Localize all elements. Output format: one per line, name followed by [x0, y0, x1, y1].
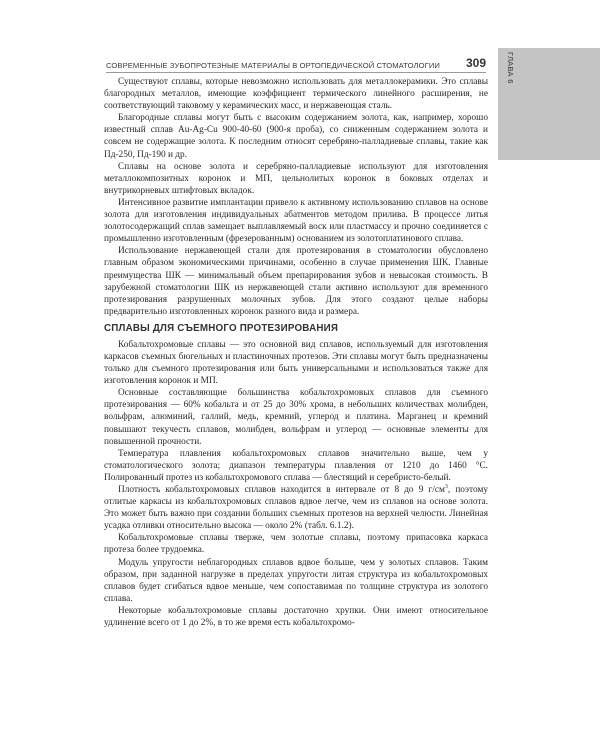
page-body: [104, 76, 488, 629]
chapter-tab: [498, 48, 600, 160]
paragraph: Сплавы на основе золота и серебряно-палладиевые используют для изготовления металлокомпозитных коронок и МП, цельнолитых коронок в боковых отделах и внутрикорневых штифтовых вкладок.: [104, 161, 488, 196]
section-heading: СПЛАВЫ ДЛЯ СЪЕМНОГО ПРОТЕЗИРОВАНИЯ: [104, 322, 339, 334]
page-number: 309: [465, 56, 486, 70]
paragraph: Модуль упругости неблагородных сплавов вдвое больше, чем у золотых сплавов. Таким образом, при заданной нагрузке в пределах упругости литая структура из кобальтохромовых сплавов будет сгибаться вдвое меньше, чем сопоставимая по толщине структура из золотого сплава.: [104, 557, 488, 604]
paragraph: Кобальтохромовые сплавы тверже, чем золотые сплавы, поэтому припасовка каркаса протеза более трудоемка.: [104, 533, 488, 556]
running-head: СОВРЕМЕННЫЕ ЗУБОПРОТЕЗНЫЕ МАТЕРИАЛЫ В ОРТОПЕДИЧЕСКОЙ СТОМАТОЛОГИИ: [106, 61, 440, 70]
density-text: Плотность кобальтохромовых сплавов находится в интервале от 8 до 9 г/см: [118, 485, 445, 495]
paragraph: Основные составляющие большинства кобальтохромовых сплавов для съемного протезирования — 60% кобальта и от 25 до 30% хрома, в небольших количествах молибден, вольфрам, алюминий, галлий, медь, кремний, углерод и платина. Марганец и кремний повышают текучесть сплавов, молибден, вольфрам и углерод — основные элементы для повышенной прочности.: [104, 388, 488, 447]
paragraph: Благородные сплавы могут быть с высоким содержанием золота, как, например, хорошо известный сплав Au-Ag-Cu 900-40-60 (900-я проба), со сниженным содержанием золота и совсем не содержащие золота. К последним относят серебряно-палладиевые сплавы, такие как Пд-250, Пд-190 и др.: [104, 113, 488, 160]
chapter-tab-label: ГЛАВА 6: [506, 52, 515, 84]
paragraph: Интенсивное развитие имплантации привело к активному использованию сплавов на основе золота для изготовления индивидуальных абатментов методом прилива. В процессе литья золотосодержащий сплав замещает выплавляемый воск или пластмассу и прочно соединяется с промышленно изготовленным (фрезерованным) основанием из золотоплатинового сплава.: [104, 197, 488, 245]
density-paragraph: [104, 484, 488, 532]
paragraph: Кобальтохромовые сплавы — это основной вид сплавов, используемый для изготовления каркасов съемных бюгельных и пластиночных протезов. Эти сплавы могут быть предназначены только для съемного протезирования или быть универсальными и использоваться также для изготовления коронок и МП.: [104, 339, 488, 387]
density-text-cont: , поэтому отлитые каркасы из кобальтохромовых сплавов вдвое легче, чем из сплавов на основе золота. Это может быть важно при создании больших съемных протезов на верхней челюсти. Линейная усадка отливки относительно высока — около 2% (табл. 6.1.2).: [104, 485, 488, 532]
paragraph: Некоторые кобальтохромовые сплавы достаточно хрупки. Они имеют относительное удлинение всего от 1 до 2%, в то же время есть кобальтохромо-: [104, 605, 488, 629]
page-header: [106, 52, 486, 73]
paragraph: Использование нержавеющей стали для протезирования в стоматологии обусловлено главным образом экономическими причинами, особенно в случае применения ШК. Главные преимущества ШК — минимальный объем препарирования зубов и невысокая стоимость. В зарубежной стоматологии ШК из нержавеющей стали активно используют для временного протезирования разрушенных молочных зубов. Для этого создают целые наборы предварительно изготовленных коронок разного вида и размера.: [104, 246, 488, 317]
paragraph: Существуют сплавы, которые невозможно использовать для металлокерамики. Это сплавы благородных металлов, имеющие коэффициент термического линейного расширения, не соответствующий таковому у керамических масс, и нержавеющая сталь.: [104, 77, 488, 112]
superscript: 3: [444, 483, 448, 490]
paragraph: Температура плавления кобальтохромовых сплавов значительно выше, чем у стоматологического золота; диапазон температуры плавления от 1210 до 1460 °С. Полированный протез из кобальтохромового сплава — блестящий и серебристо-белый.: [104, 448, 488, 483]
